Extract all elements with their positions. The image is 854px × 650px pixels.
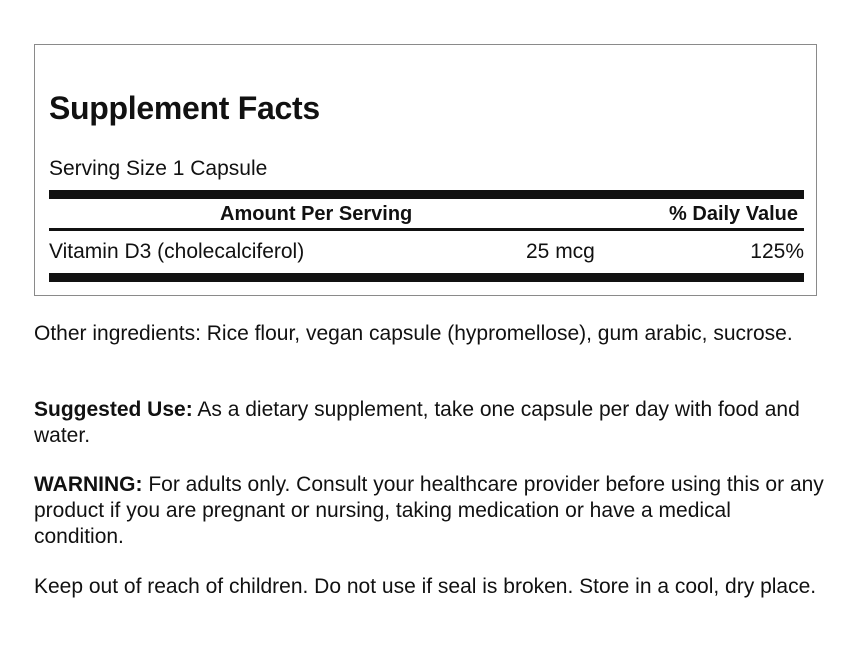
warning-text: For adults only. Consult your healthcare provider before using this or any product if you are pregnant or nursing, taking medication or have a medical condition. <box>34 473 824 548</box>
warning <box>34 472 824 550</box>
serving-size: Serving Size 1 Capsule <box>49 157 268 180</box>
amount-per-serving-header: Amount Per Serving <box>220 203 413 225</box>
suggested-use <box>34 397 824 449</box>
nutrient-row <box>49 239 804 265</box>
nutrient-name: Vitamin D3 (cholecalciferol) <box>49 240 305 263</box>
facts-header-row <box>49 202 804 226</box>
thin-divider <box>49 228 804 231</box>
nutrient-amount: 25 mcg <box>526 240 595 263</box>
suggested-use-text: As a dietary supplement, take one capsule per day with food and water. <box>34 398 800 447</box>
supplement-facts-panel <box>34 44 817 296</box>
thick-divider-top <box>49 190 804 199</box>
nutrient-daily-value: 125% <box>750 240 804 263</box>
thick-divider-bottom <box>49 273 804 282</box>
warning-label: WARNING: <box>34 473 143 496</box>
suggested-use-label: Suggested Use: <box>34 398 193 421</box>
storage-instructions: Keep out of reach of children. Do not use if seal is broken. Store in a cool, dry place. <box>34 575 817 598</box>
facts-title: Supplement Facts <box>49 90 320 126</box>
other-ingredients: Other ingredients: Rice flour, vegan capsule (hypromellose), gum arabic, sucrose. <box>34 322 793 345</box>
daily-value-header: % Daily Value <box>669 203 798 225</box>
